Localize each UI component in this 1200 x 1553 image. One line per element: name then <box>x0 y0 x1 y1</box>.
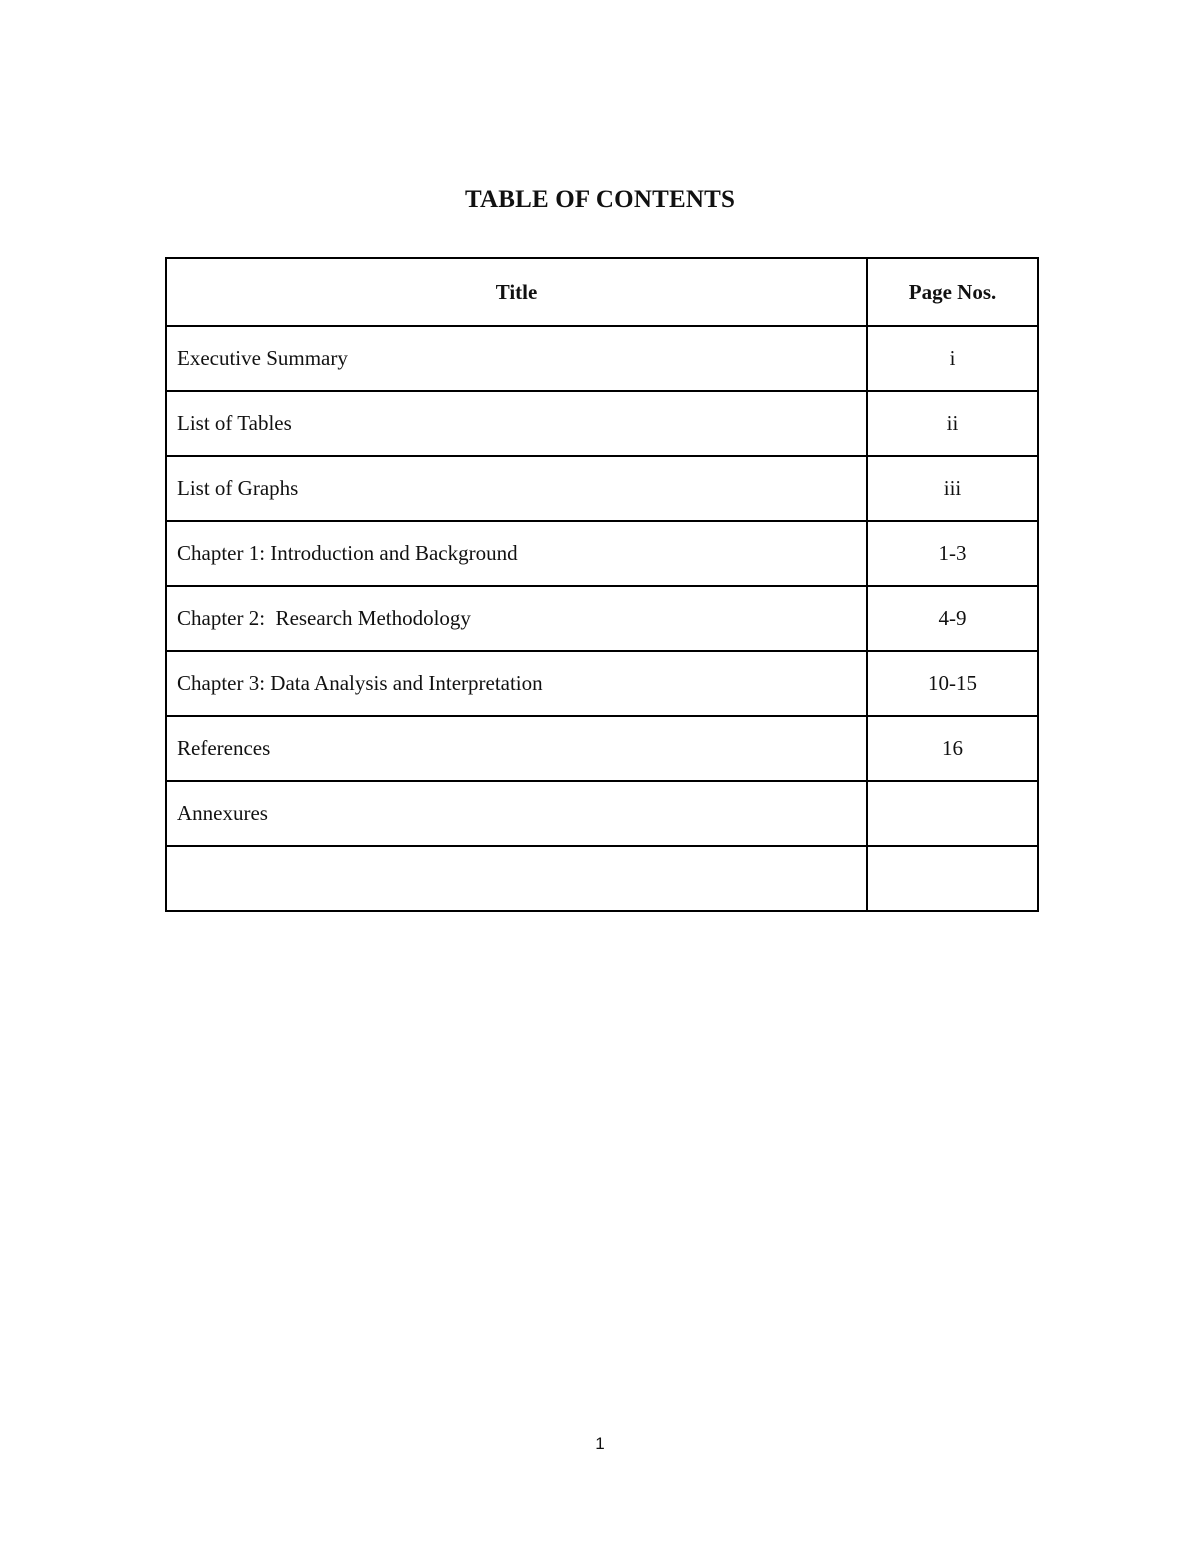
row-page: ii <box>867 391 1038 456</box>
header-title: Title <box>166 258 867 326</box>
table-row <box>166 781 1038 846</box>
table-row <box>166 391 1038 456</box>
table-row-empty <box>166 846 1038 911</box>
row-title: Chapter 2: Research Methodology <box>166 586 867 651</box>
contents-table <box>165 257 1039 912</box>
row-title: Chapter 3: Data Analysis and Interpretation <box>166 651 867 716</box>
row-page: 4-9 <box>867 586 1038 651</box>
table-row <box>166 521 1038 586</box>
row-title <box>166 846 867 911</box>
row-page: 16 <box>867 716 1038 781</box>
row-title: Annexures <box>166 781 867 846</box>
page-number: 1 <box>595 1434 605 1453</box>
page-title: TABLE OF CONTENTS <box>464 186 736 213</box>
header-page-nos: Page Nos. <box>867 258 1038 326</box>
row-page: 10-15 <box>867 651 1038 716</box>
row-title: List of Graphs <box>166 456 867 521</box>
row-title: List of Tables <box>166 391 867 456</box>
table-row <box>166 586 1038 651</box>
table-row <box>166 326 1038 391</box>
row-page <box>867 846 1038 911</box>
table-header-row <box>166 258 1038 326</box>
row-page: i <box>867 326 1038 391</box>
table-row <box>166 456 1038 521</box>
row-title: Chapter 1: Introduction and Background <box>166 521 867 586</box>
row-page: iii <box>867 456 1038 521</box>
row-page: 1-3 <box>867 521 1038 586</box>
row-title: Executive Summary <box>166 326 867 391</box>
row-page <box>867 781 1038 846</box>
table-row <box>166 716 1038 781</box>
row-title: References <box>166 716 867 781</box>
table-row <box>166 651 1038 716</box>
